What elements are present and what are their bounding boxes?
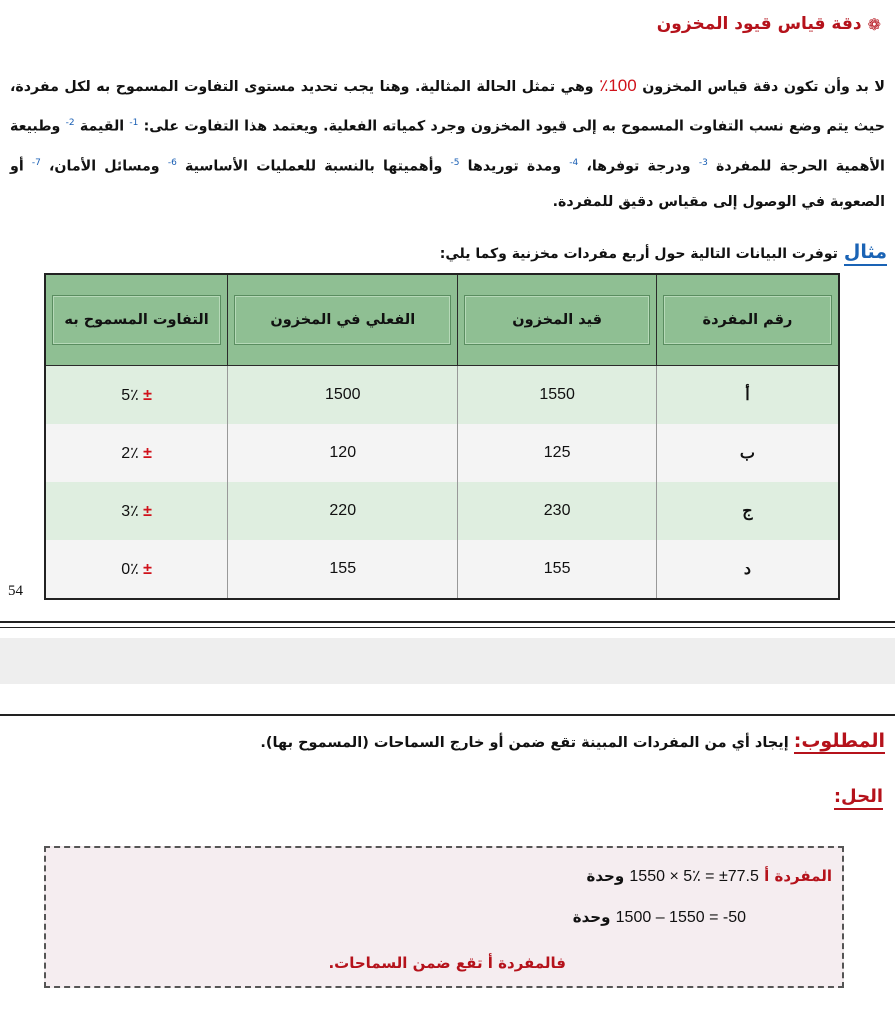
para-text-1: لا بد وأن تكون دقة قياس المخزون [642, 79, 885, 95]
conclusion-text: فالمفردة أ تقع ضمن السماحات. [328, 954, 566, 972]
section-title: دقة قياس قيود المخزون [656, 14, 862, 34]
cell-actual: 220 [228, 482, 458, 540]
factor-4: ومدة توريدها [467, 158, 562, 175]
table-row [45, 482, 839, 540]
table-row [45, 540, 839, 599]
example-label: مثال [844, 241, 887, 266]
cell-tolerance: ± 5٪ [45, 366, 228, 425]
required-label: المطلوب: [793, 730, 885, 752]
item-label: المفردة أ [764, 867, 832, 885]
table-row [45, 366, 839, 425]
cell-record: 230 [458, 482, 657, 540]
body-paragraph [10, 68, 885, 220]
page-divider-top [0, 621, 895, 623]
flower-bullet-icon: ❁ [867, 14, 881, 34]
required-text: إيجاد أي من المفردات المبينة تقع ضمن أو خارج السماحات (المسموح بها). [260, 735, 789, 751]
header-record: قيد المخزون [458, 274, 657, 366]
cell-tolerance: ± 3٪ [45, 482, 228, 540]
solution-line-2 [573, 908, 746, 927]
footnote-5: 5- [450, 157, 460, 168]
cell-item: ب [656, 424, 839, 482]
cell-item: ج [656, 482, 839, 540]
example-line [440, 241, 887, 266]
factor-1: القيمة [79, 118, 125, 135]
factor-5: وأهميتها بالنسبة للعمليات الأساسية [184, 158, 443, 175]
difference-formula: 1500 – 1550 = -50 [615, 909, 746, 926]
tolerance-formula: 1550 × 5٪ = ±77.5 [629, 868, 759, 885]
cell-item: د [656, 540, 839, 599]
cell-record: 155 [458, 540, 657, 599]
inventory-table [44, 273, 840, 600]
unit-label: وحدة [586, 867, 625, 885]
footnote-4: 4- [569, 157, 579, 168]
header-tolerance: التفاوت المسموح به [45, 274, 228, 366]
cell-record: 125 [458, 424, 657, 482]
required-line [260, 730, 885, 752]
unit-label: وحدة [572, 908, 611, 926]
table-header-row [45, 274, 839, 366]
header-actual: الفعلي في المخزون [228, 274, 458, 366]
footnote-3: 3- [698, 157, 708, 168]
page-gap [0, 638, 895, 684]
table-row [45, 424, 839, 482]
solution-box [44, 846, 844, 988]
solution-conclusion [328, 954, 566, 972]
cell-record: 1550 [458, 366, 657, 425]
solution-label: الحل: [834, 786, 883, 810]
factor-3: ودرجة توفرها، [586, 158, 691, 175]
page-divider-bottom [0, 714, 895, 716]
footnote-1: 1- [129, 118, 139, 128]
header-item-no: رقم المفردة [656, 274, 839, 366]
section-heading [657, 14, 881, 34]
factor-7: أو الصعوبة في الوصول إلى مقياس دقيق للمفردة. [10, 158, 885, 211]
page-number: 54 [8, 583, 23, 599]
cell-actual: 1500 [228, 366, 458, 425]
cell-tolerance: ± 2٪ [45, 424, 228, 482]
factor-2: وطبيعة الأهمية الحرجة للمفردة [10, 118, 885, 175]
page-divider-top-thin [0, 627, 895, 628]
footnote-6: 6- [167, 157, 177, 168]
footnote-2: 2- [65, 118, 75, 128]
cell-actual: 120 [228, 424, 458, 482]
cell-actual: 155 [228, 540, 458, 599]
example-text: توفرت البيانات التالية حول أربع مفردات مخزنية وكما يلي: [439, 245, 838, 262]
percent-value: 100٪ [599, 76, 637, 95]
solution-line-1 [587, 866, 832, 886]
cell-tolerance: ± 0٪ [45, 540, 228, 599]
factor-6: ومسائل الأمان، [49, 158, 160, 175]
footnote-7: 7- [31, 157, 41, 168]
cell-item: أ [656, 366, 839, 425]
para-text-2: وهي تمثل الحالة المثالية. وهنا يجب تحديد مستوى التفاوت المسموح به لكل مفردة، حيث يتم وضع نسب التفاوت المسموح به إلى قيود المخزون وجرد كمياته الفعلية. ويعتمد هذا التفاوت على: [10, 79, 885, 135]
